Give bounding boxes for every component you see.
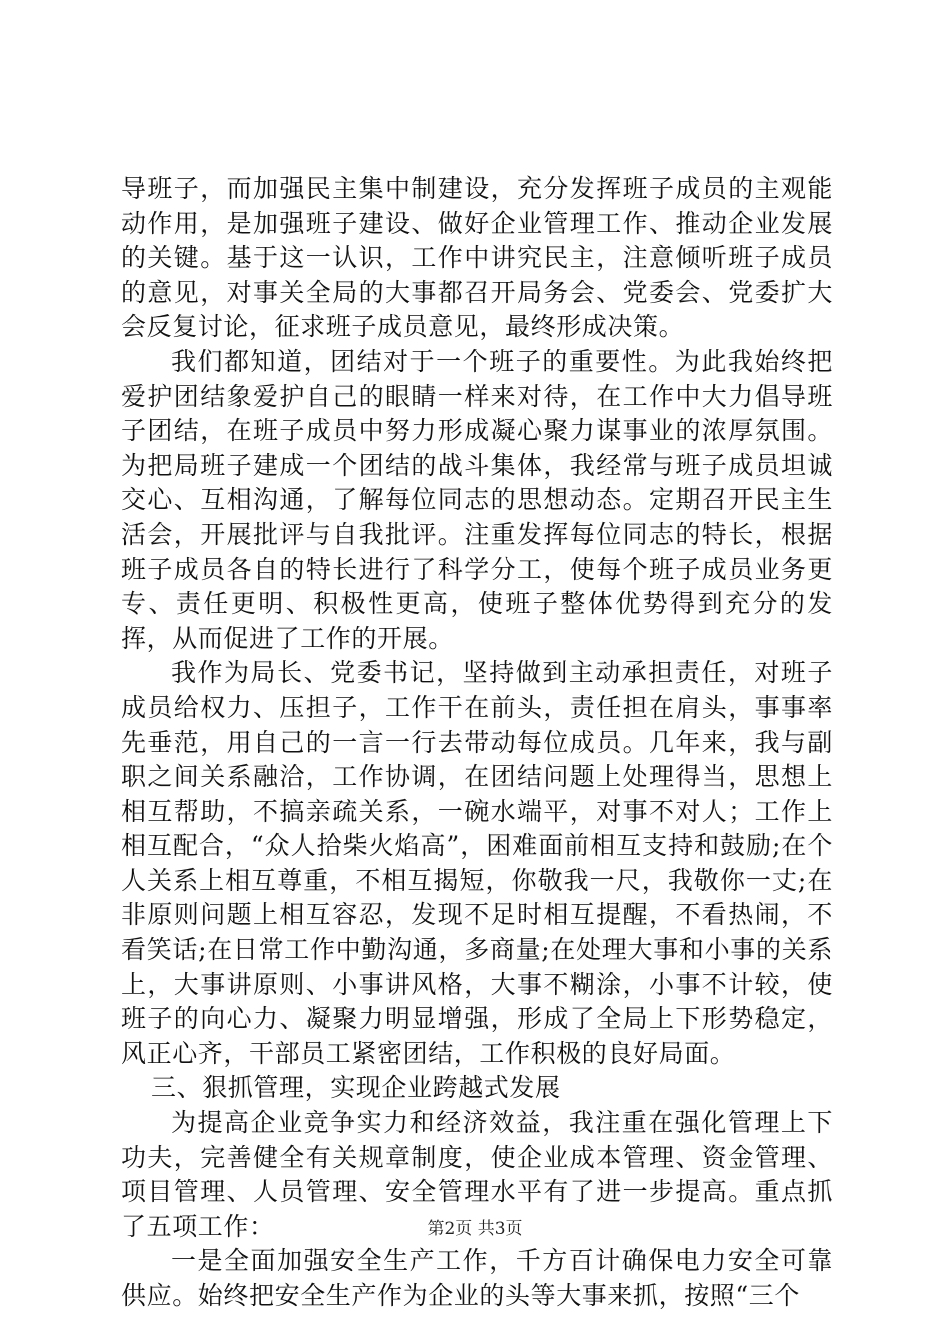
paragraph-continuation: 导班子，而加强民主集中制建设，充分发挥班子成员的主观能动作用，是加强班子建设、做好企业管理工作、推动企业发展的关键。基于这一认识，工作中讲究民主，注意倾听班子成员的意见，对事关全局的大事都召开局务会、党委会、党委扩大会反复讨论，征求班子成员意见，最终形成决策。 (121, 174, 833, 342)
paragraph-leadership-example: 我作为局长、党委书记，坚持做到主动承担责任，对班子成员给权力、压担子，工作干在前头，责任担在肩头，事事率先垂范，用自己的一言一行去带动每位成员。几年来，我与副职之间关系融洽，工作协调，在团结问题上处理得当，思想上相互帮助，不搞亲疏关系，一碗水端平，对事不对人；工作上相互配合，“众人拾柴火焰高”，困难面前相互支持和鼓励;在个人关系上相互尊重，不相互揭短，你敬我一尺，我敬你一丈;在非原则问题上相互容忍，发现不足时相互提醒，不看热闹，不看笑话;在日常工作中勤沟通，多商量;在处理大事和小事的关系上，大事讲原则、小事讲风格，大事不糊涂，小事不计较，使班子的向心力、凝聚力明显增强，形成了全局上下形势稳定，风正心齐，干部员工紧密团结，工作积极的良好局面。 (121, 658, 833, 1068)
page-footer (0, 1214, 950, 1239)
page-number-label: 第2页 共3页 (427, 1219, 523, 1239)
section-heading-management: 三、狠抓管理，实现企业跨越式发展 (151, 1073, 561, 1103)
paragraph-management-intro: 为提高企业竞争实力和经济效益，我注重在强化管理上下功夫，完善健全有关规章制度，使企业成本管理、资金管理、项目管理、人员管理、安全管理水平有了进一步提高。重点抓了五项工作： (121, 1108, 833, 1241)
paragraph-safety-production: 一是全面加强安全生产工作，千方百计确保电力安全可靠供应。始终把安全生产作为企业的头等大事来抓，按照“三个 (121, 1246, 833, 1310)
document-body (121, 172, 833, 1314)
paragraph-team-unity: 我们都知道，团结对于一个班子的重要性。为此我始终把爱护团结象爱护自己的眼睛一样来对待，在工作中大力倡导班子团结，在班子成员中努力形成凝心聚力谋事业的浓厚氛围。为把局班子建成一个团结的战斗集体，我经常与班子成员坦诚交心、互相沟通，了解每位同志的思想动态。定期召开民主生活会，开展批评与自我批评。注重发挥每位同志的特长，根据班子成员各自的特长进行了科学分工，使每个班子成员业务更专、责任更明、积极性更高，使班子整体优势得到充分的发挥，从而促进了工作的开展。 (121, 346, 833, 653)
